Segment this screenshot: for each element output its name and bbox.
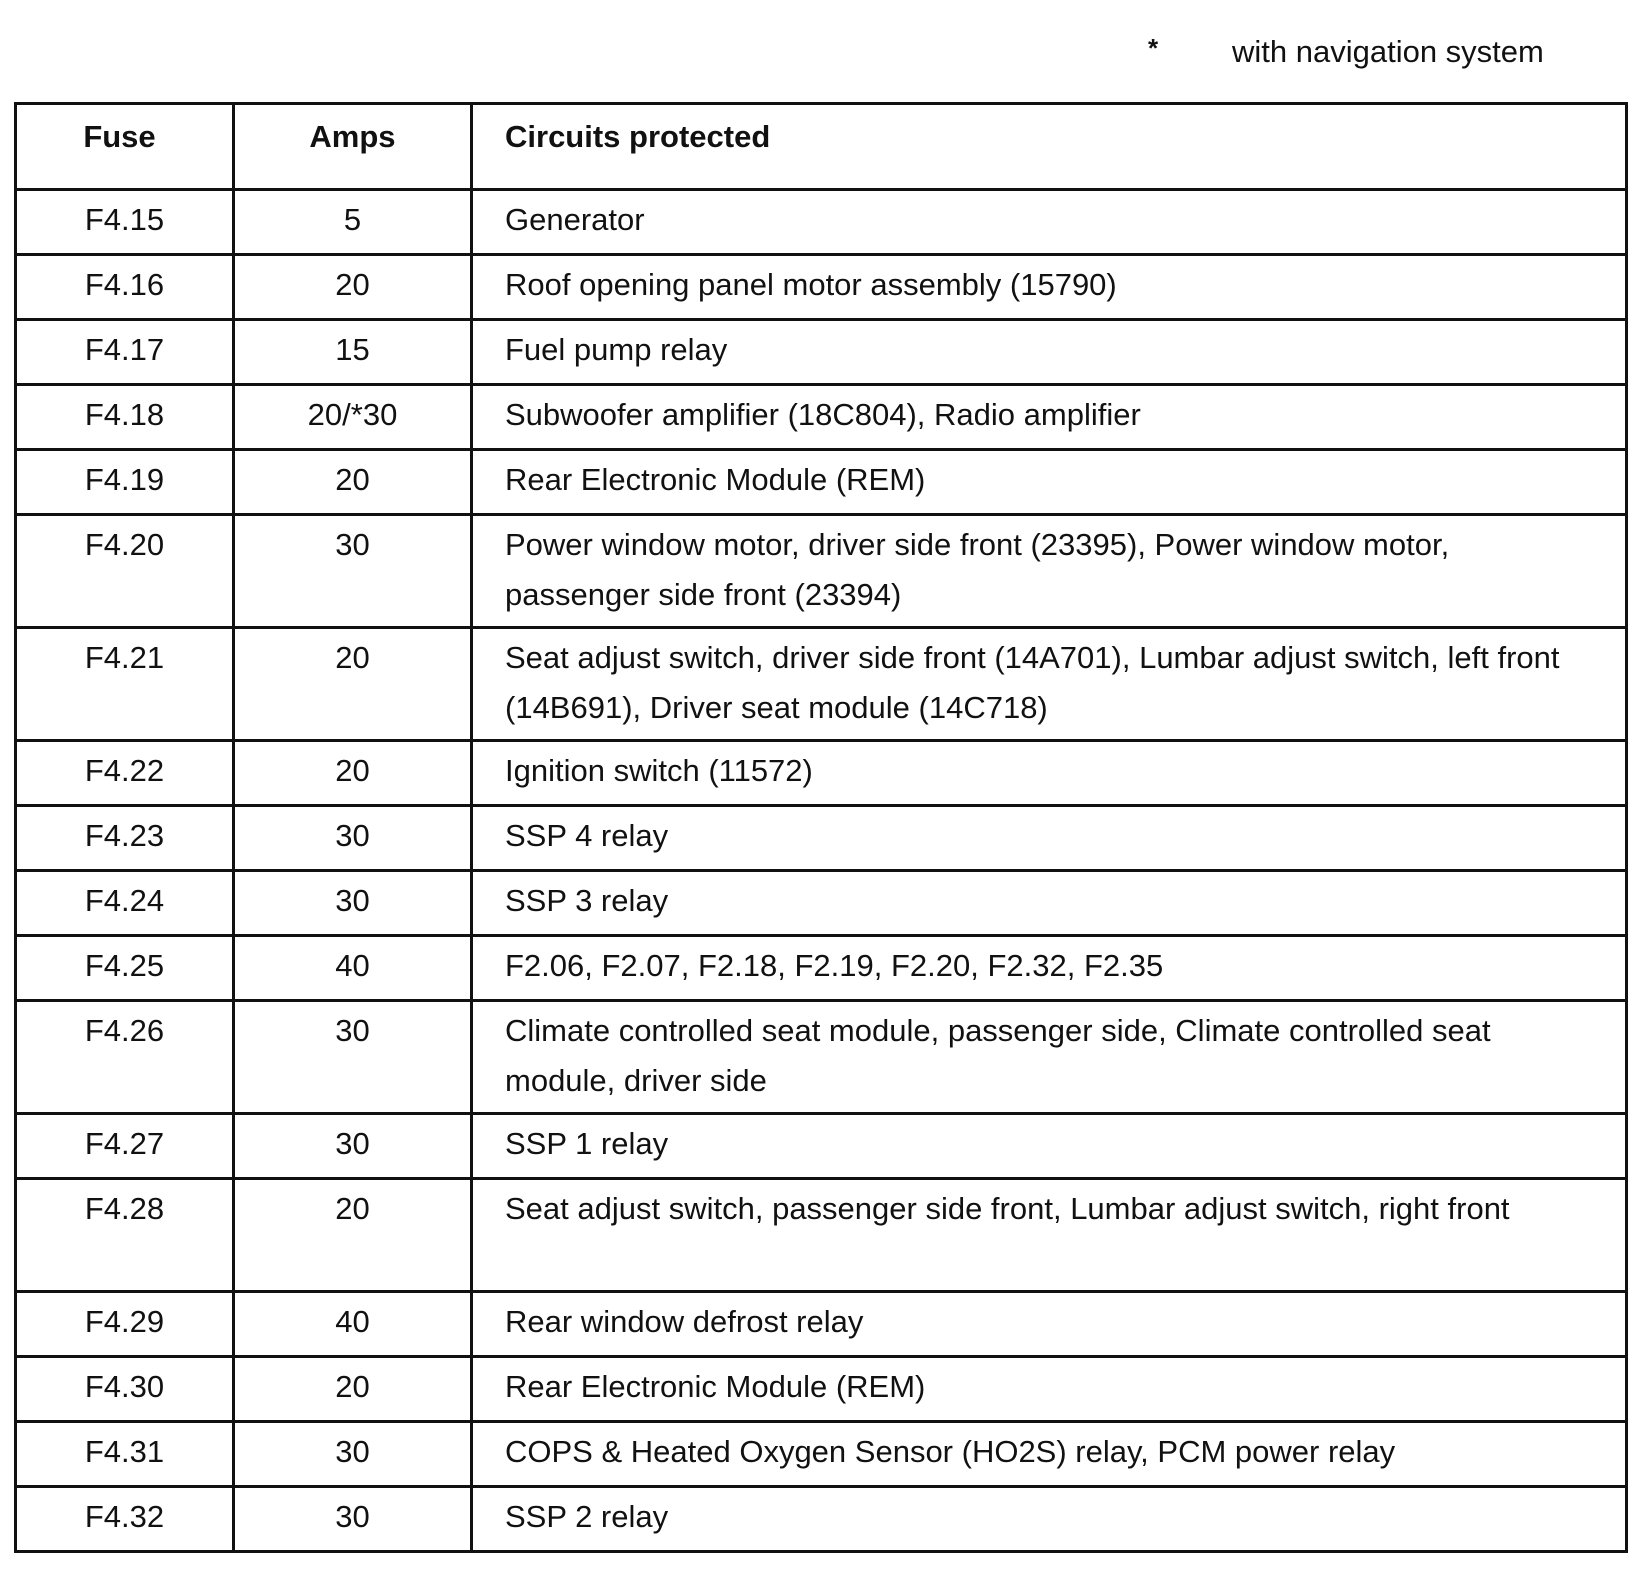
fuse-cell: F4.18 [16,385,234,450]
table-row [16,190,1627,255]
circuits-cell: Power window motor, driver side front (23395), Power window motor, passenger side front (23394) [472,515,1627,628]
amps-cell: 20 [234,1179,472,1292]
circuits-cell: Fuel pump relay [472,320,1627,385]
circuits-cell: F2.06, F2.07, F2.18, F2.19, F2.20, F2.32, F2.35 [472,936,1627,1001]
circuits-cell: COPS & Heated Oxygen Sensor (HO2S) relay, PCM power relay [472,1422,1627,1487]
fuse-cell: F4.25 [16,936,234,1001]
amps-cell: 5 [234,190,472,255]
legend-symbol: * [1148,33,1159,63]
table-row [16,1001,1627,1114]
legend [1140,30,1620,74]
amps-cell: 30 [234,871,472,936]
fuse-cell: F4.20 [16,515,234,628]
table-row [16,1179,1627,1292]
fuse-cell: F4.19 [16,450,234,515]
circuits-cell: Climate controlled seat module, passenger side, Climate controlled seat module, driver side [472,1001,1627,1114]
fuse-cell: F4.32 [16,1487,234,1552]
circuits-cell: Rear window defrost relay [472,1292,1627,1357]
fuse-table [14,102,1628,1553]
fuse-cell: F4.17 [16,320,234,385]
circuits-cell: Rear Electronic Module (REM) [472,450,1627,515]
amps-cell: 30 [234,1114,472,1179]
amps-cell: 20 [234,450,472,515]
amps-cell: 30 [234,1487,472,1552]
circuits-cell: Generator [472,190,1627,255]
fuse-cell: F4.26 [16,1001,234,1114]
table-header-row [16,104,1627,190]
table-row [16,1292,1627,1357]
fuse-cell: F4.27 [16,1114,234,1179]
table-row [16,628,1627,741]
table-row [16,1422,1627,1487]
table-row [16,320,1627,385]
header-amps: Amps [234,104,472,190]
amps-cell: 30 [234,1422,472,1487]
header-fuse: Fuse [16,104,234,190]
fuse-cell: F4.21 [16,628,234,741]
table-row [16,741,1627,806]
legend-text: with navigation system [1232,34,1544,69]
amps-cell: 20 [234,741,472,806]
amps-cell: 20/*30 [234,385,472,450]
table-row [16,1357,1627,1422]
fuse-cell: F4.28 [16,1179,234,1292]
table-row [16,255,1627,320]
fuse-cell: F4.22 [16,741,234,806]
circuits-cell: Seat adjust switch, driver side front (14A701), Lumbar adjust switch, left front (14B691), Driver seat module (14C718) [472,628,1627,741]
amps-cell: 40 [234,936,472,1001]
header-circuits: Circuits protected [472,104,1627,190]
fuse-cell: F4.24 [16,871,234,936]
amps-cell: 30 [234,806,472,871]
table-row [16,1487,1627,1552]
circuits-cell: Ignition switch (11572) [472,741,1627,806]
table-row [16,385,1627,450]
table-row [16,515,1627,628]
fuse-cell: F4.29 [16,1292,234,1357]
circuits-cell: Seat adjust switch, passenger side front, Lumbar adjust switch, right front [472,1179,1627,1292]
amps-cell: 30 [234,515,472,628]
amps-cell: 15 [234,320,472,385]
amps-cell: 20 [234,628,472,741]
circuits-cell: Subwoofer amplifier (18C804), Radio amplifier [472,385,1627,450]
circuits-cell: SSP 1 relay [472,1114,1627,1179]
table-row [16,806,1627,871]
table-row [16,1114,1627,1179]
fuse-cell: F4.30 [16,1357,234,1422]
table-row [16,450,1627,515]
circuits-cell: SSP 3 relay [472,871,1627,936]
fuse-cell: F4.15 [16,190,234,255]
circuits-cell: Roof opening panel motor assembly (15790) [472,255,1627,320]
circuits-cell: Rear Electronic Module (REM) [472,1357,1627,1422]
table-row [16,871,1627,936]
fuse-cell: F4.23 [16,806,234,871]
table-row [16,936,1627,1001]
amps-cell: 30 [234,1001,472,1114]
amps-cell: 20 [234,1357,472,1422]
fuse-cell: F4.31 [16,1422,234,1487]
fuse-cell: F4.16 [16,255,234,320]
circuits-cell: SSP 2 relay [472,1487,1627,1552]
circuits-cell: SSP 4 relay [472,806,1627,871]
amps-cell: 20 [234,255,472,320]
amps-cell: 40 [234,1292,472,1357]
